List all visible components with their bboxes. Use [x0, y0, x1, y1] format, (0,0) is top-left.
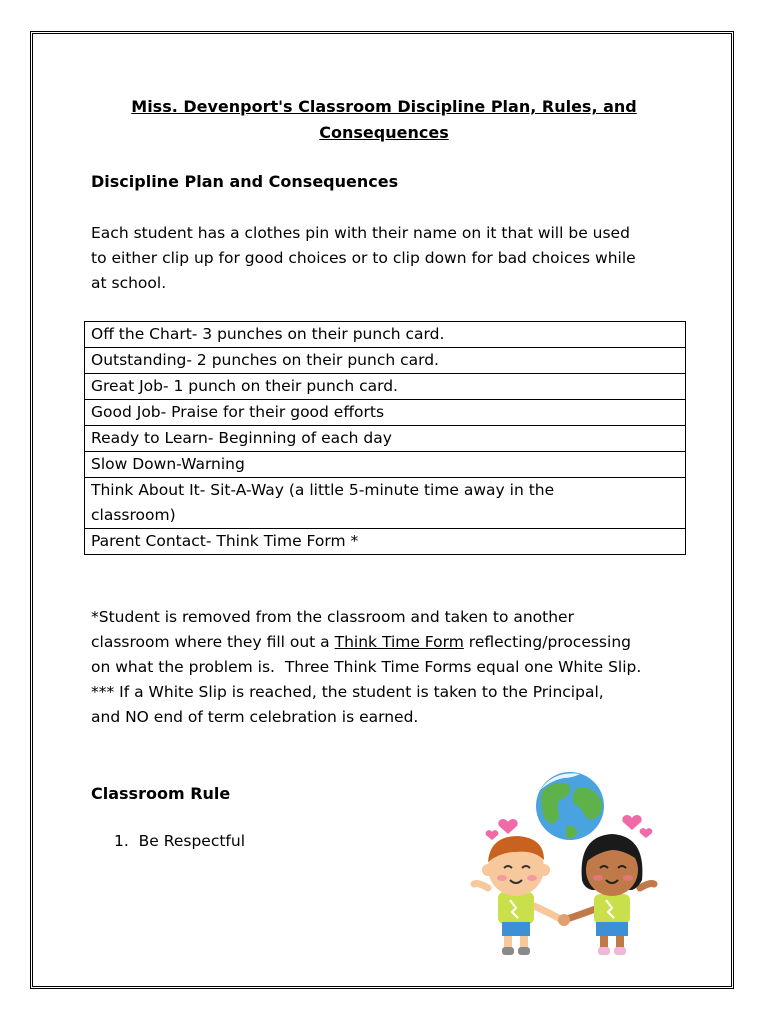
title-line-2: Consequences — [319, 123, 449, 142]
title-line-1: Miss. Devenport's Classroom Discipline Plan, Rules, and — [131, 97, 637, 116]
table-row — [85, 529, 686, 555]
table-row — [85, 426, 686, 452]
footnote-text-1: *Student is removed from the classroom and taken to another classroom where they fill out a — [91, 608, 574, 651]
kids-globe-clipart — [470, 770, 670, 965]
level-cell: Great Job- 1 punch on their punch card. — [85, 374, 686, 400]
footnote-paragraph — [91, 605, 691, 730]
table-row — [85, 478, 686, 529]
discipline-levels-table — [84, 321, 686, 555]
table-row — [85, 322, 686, 348]
level-cell: Parent Contact- Think Time Form * — [85, 529, 686, 555]
level-cell: Outstanding- 2 punches on their punch card. — [85, 348, 686, 374]
level-cell: Think About It- Sit-A-Way (a little 5-minute time away in the classroom) — [85, 478, 686, 529]
level-cell: Slow Down-Warning — [85, 452, 686, 478]
think-time-form-link: Think Time Form — [334, 633, 464, 651]
table-row — [85, 348, 686, 374]
rule-list-item — [114, 832, 245, 850]
table-row — [85, 452, 686, 478]
intro-paragraph: Each student has a clothes pin with their name on it that will be used to either clip up for good choices or to clip down for bad choices while at school. — [91, 224, 636, 292]
table-row — [85, 400, 686, 426]
section-heading-discipline: Discipline Plan and Consequences — [91, 172, 399, 191]
footnote-text-2: reflecting/processing on what the problem is. Three Think Time Forms equal one White Slip. *** If a White Slip is reached, the student is taken to the Principal, and NO end of term celebration is earned. — [91, 633, 642, 726]
boy-figure — [474, 836, 562, 955]
rule-text: Be Respectful — [138, 832, 245, 850]
globe-icon — [536, 772, 604, 840]
document-title — [90, 94, 678, 146]
rule-number: 1. — [114, 832, 129, 850]
level-cell: Good Job- Praise for their good efforts — [85, 400, 686, 426]
joined-hands — [558, 914, 570, 926]
level-cell: Off the Chart- 3 punches on their punch card. — [85, 322, 686, 348]
girl-figure — [564, 834, 654, 955]
table-row — [85, 374, 686, 400]
level-cell: Ready to Learn- Beginning of each day — [85, 426, 686, 452]
section-heading-rule: Classroom Rule — [91, 784, 231, 803]
